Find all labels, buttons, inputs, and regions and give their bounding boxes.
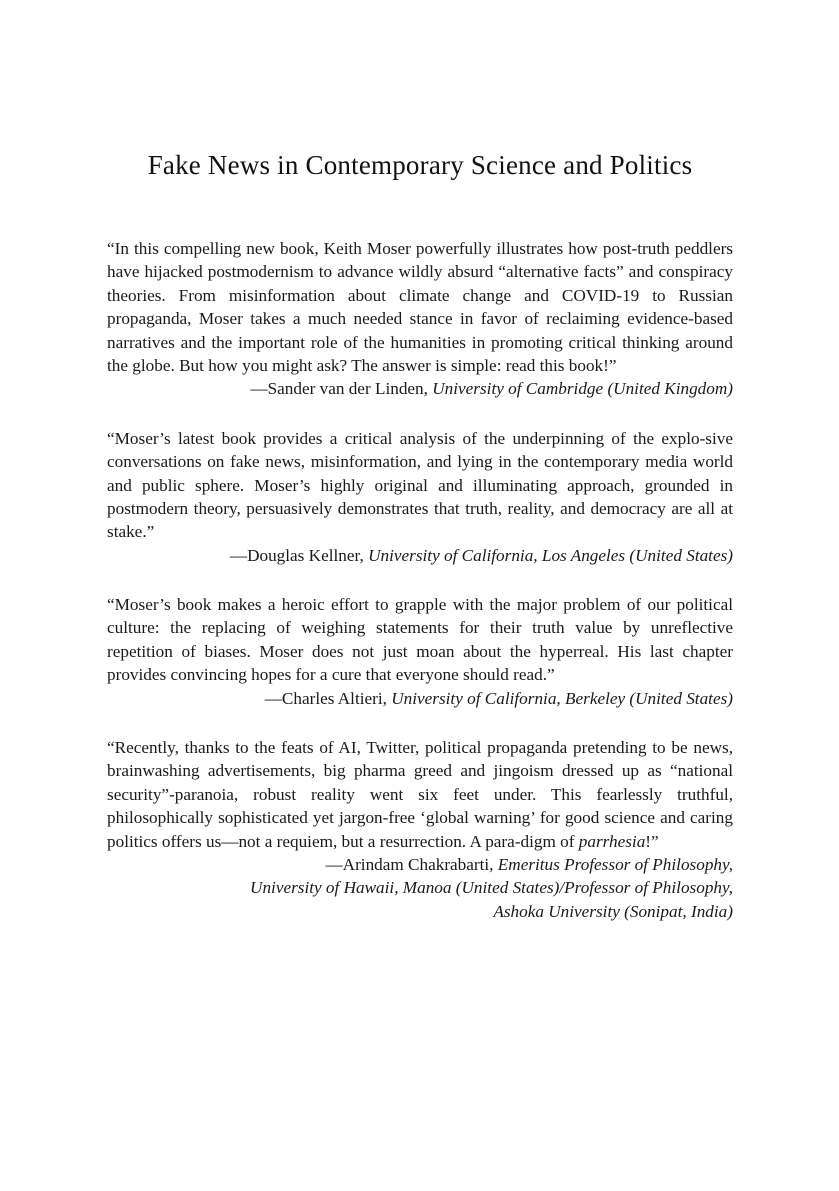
blurb-quote-part1: “Recently, thanks to the feats of AI, Twitter, political propaganda pretending to be news, brainwashing advertisements, big pharma greed and jingoism dressed up as “national security”-paranoia, robust reality went six feet under. This fearlessly truthful, philosophically sophisticated yet jargon-free ‘global warning’ for good science and caring politics offers us—not a requiem, but a resurrection. A para-digm of: [107, 738, 733, 851]
blurb-attribution: [107, 544, 733, 567]
blurb-4: [107, 736, 733, 923]
attribution-affiliation: University of California, Berkeley (United States): [391, 688, 733, 708]
blurb-quote: [107, 736, 733, 853]
attribution-line-1: [107, 853, 733, 876]
blurb-quote-italic: parrhesia: [578, 831, 646, 851]
page-title: Fake News in Contemporary Science and Politics: [147, 150, 693, 180]
page-content: [107, 150, 733, 923]
blurb-attribution: [107, 377, 733, 400]
blurb-1: [107, 237, 733, 401]
attribution-affiliation: University of Cambridge (United Kingdom): [432, 379, 733, 399]
blurb-quote-part2: !”: [645, 831, 659, 851]
attribution-name: —Arindam Chakrabarti,: [325, 854, 494, 874]
blurb-3: [107, 593, 733, 710]
blurb-quote: “Moser’s latest book provides a critical analysis of the underpinning of the explo-sive conversations on fake news, misinformation, and lying in the contemporary media world and public sphere. Moser’s highly original and illuminating approach, grounded in postmodern theory, persuasively demonstrates that truth, reality, and democracy are all at stake.”: [107, 428, 733, 542]
blurb-quote: “In this compelling new book, Keith Moser powerfully illustrates how post-truth peddlers have hijacked postmodernism to advance wildly absurd “alternative facts” and conspiracy theories. From misinformation about climate change and COVID-19 to Russian propaganda, Moser takes a much needed stance in favor of reclaiming evidence-based narratives and the important role of the humanities in promoting critical thinking around the globe. But how you might ask? The answer is simple: read this book!”: [107, 239, 733, 375]
attribution-affiliation-3: Ashoka University (Sonipat, India): [493, 901, 733, 921]
attribution-affiliation: University of California, Los Angeles (United States): [368, 545, 733, 565]
blurb-attribution: [107, 853, 733, 923]
attribution-name: —Sander van der Linden,: [250, 379, 428, 399]
blurb-2: [107, 427, 733, 567]
blurb-attribution: [107, 687, 733, 710]
attribution-name: —Douglas Kellner,: [229, 545, 364, 565]
attribution-affiliation-1: Emeritus Professor of Philosophy,: [497, 854, 733, 874]
attribution-name: —Charles Altieri,: [264, 688, 387, 708]
blurb-quote: “Moser’s book makes a heroic effort to grapple with the major problem of our political culture: the replacing of weighing statements for their truth value by unreflective repetition of biases. Moser does not just moan about the hyperreal. His last chapter provides convincing hopes for a cure that everyone should read.”: [107, 595, 733, 685]
attribution-affiliation-2: University of Hawaii, Manoa (United States)/Professor of Philosophy,: [250, 878, 733, 898]
